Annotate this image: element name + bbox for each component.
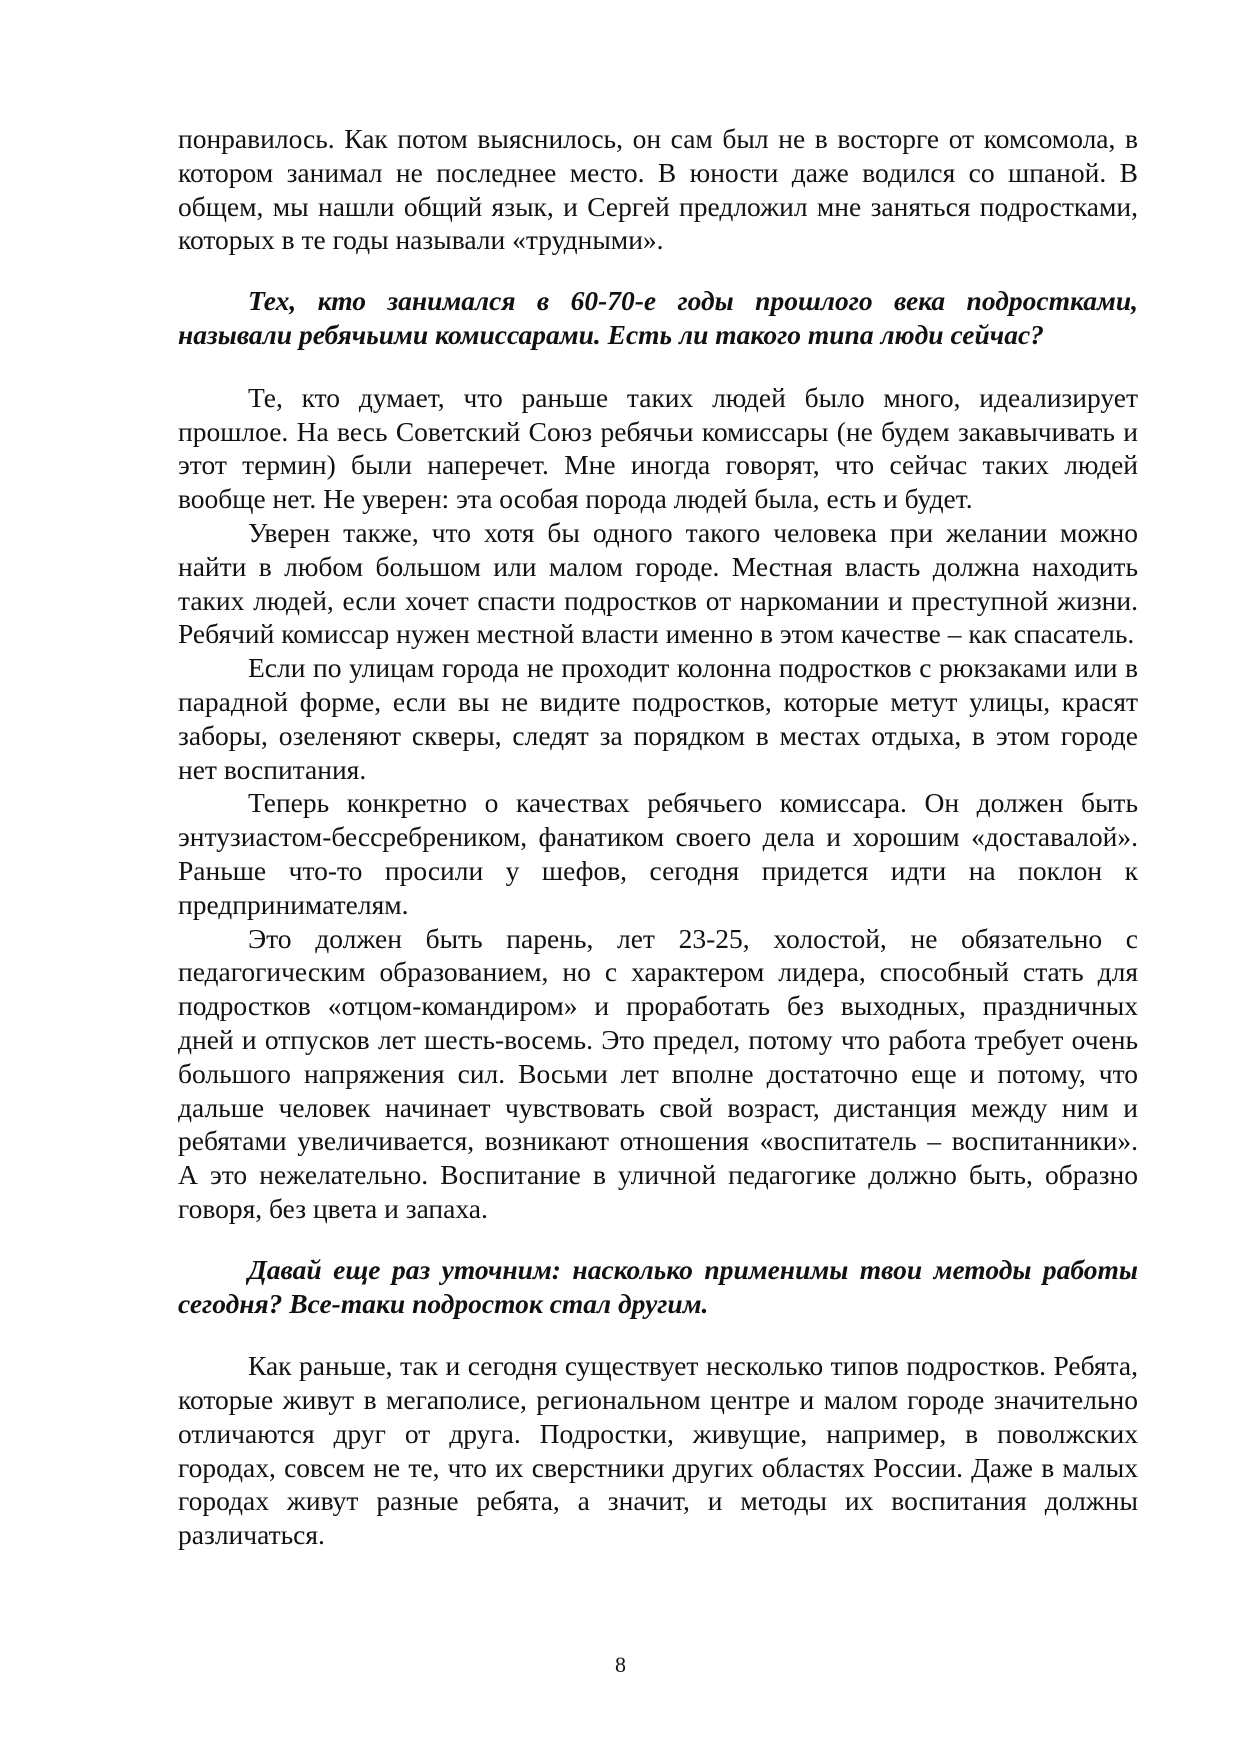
paragraph: Уверен также, что хотя бы одного такого человека при желании можно найти в любом большом или малом городе. Местная власть должна находить таких людей, если хочет спасти подростков от наркомании и преступной жизни. Ребячий комиссар нужен местной власти именно в этом качестве – как спасатель.: [178, 516, 1138, 650]
page-number: 8: [615, 1652, 626, 1677]
paragraph: Если по улицам города не проходит колонна подростков с рюкзаками или в парадной форме, если вы не видите подростков, которые метут улицы, красят заборы, озеленяют скверы, следят за порядком в местах отдыха, в этом городе нет воспитания.: [178, 652, 1138, 785]
paragraph: Как раньше, так и сегодня существует несколько типов подростков. Ребята, которые живут в мегаполисе, региональном центре и малом городе значительно отличаются друг от друга. Подростки, живущие, например, в поволжских городах, совсем не те, что их сверстники других областях России. Даже в малых городах живут разные ребята, а значит, и методы их воспитания должны различаться.: [178, 1350, 1138, 1551]
paragraph: Это должен быть парень, лет 23-25, холостой, не обязательно с педагогическим образованием, но с характером лидера, способный стать для подростков «отцом-командиром» и проработать без выходных, праздничных дней и отпусков лет шесть-восемь. Это предел, потому что работа требует очень большого напряжения сил. Восьми лет вполне достаточно еще и потому, что дальше человек начинает чувствовать свой возраст, дистанция между ним и ребятами увеличивается, возникают отношения «воспитатель – воспитанники». А это нежелательно. Воспитание в уличной педагогике должно быть, образно говоря, без цвета и запаха.: [178, 922, 1138, 1224]
paragraph: Те, кто думает, что раньше таких людей было много, идеализирует прошлое. На весь Советский Союз ребячьи комиссары (не будем закавычивать и этот термин) были наперечет. Мне иногда говорят, что сейчас таких людей вообще нет. Не уверен: эта особая порода людей была, есть и будет.: [178, 381, 1138, 515]
interview-question-1: Тех, кто занимался в 60-70-е годы прошлого века подростками, называли ребячьими комиссарами. Есть ли такого типа люди сейчас?: [178, 285, 1138, 350]
paragraph: Теперь конкретно о качествах ребячьего комиссара. Он должен быть энтузиастом-бессребреником, фанатиком своего дела и хорошим «доставалой». Раньше что-то просили у шефов, сегодня придется идти на поклон к предпринимателям.: [178, 787, 1138, 920]
interview-question-2: Давай еще раз уточним: насколько применимы твои методы работы сегодня? Все-таки подросток стал другим.: [178, 1253, 1138, 1319]
paragraph-continuation: понравилось. Как потом выяснилось, он сам был не в восторге от комсомола, в котором занимал не последнее место. В юности даже водился со шпаной. В общем, мы нашли общий язык, и Сергей предложил мне заняться подростками, которых в те годы называли «трудными».: [178, 123, 1138, 256]
document-page: [178, 122, 1138, 1552]
